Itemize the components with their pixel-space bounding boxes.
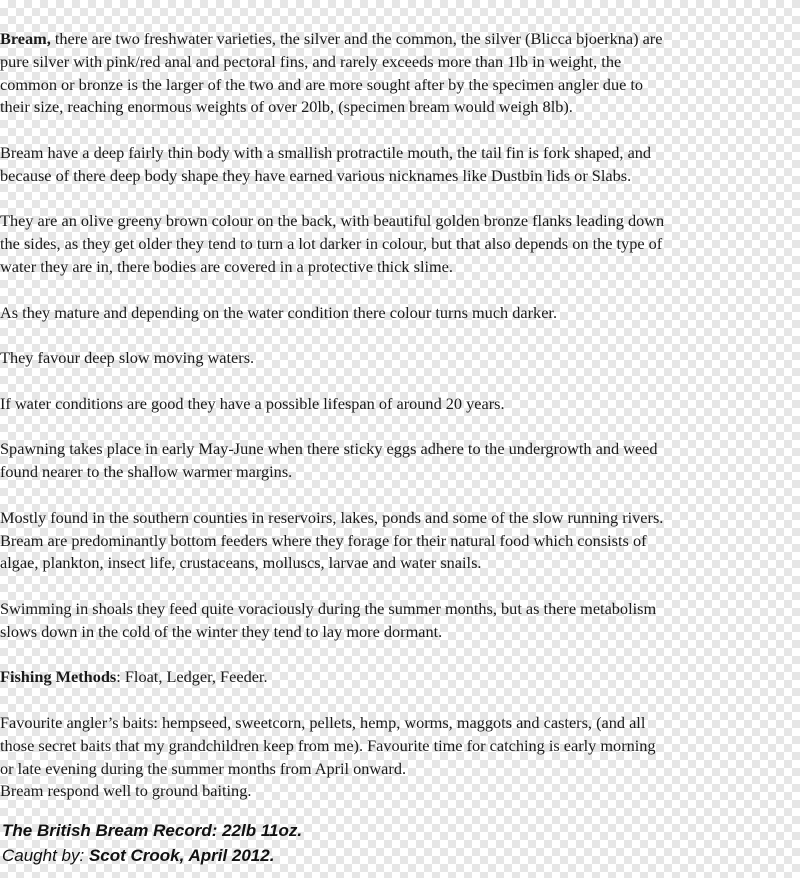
document-body bbox=[0, 28, 800, 803]
text-line: Favourite angler’s baits: hempseed, sweetcorn, pellets, hemp, worms, maggots and casters, (and all bbox=[0, 712, 646, 732]
text-line: those secret baits that my grandchildren keep from me). Favourite time for catching is early morning bbox=[0, 735, 656, 755]
text-line: because of there deep body shape they have earned various nicknames like Dustbin lids or Slabs. bbox=[0, 165, 632, 185]
text-line: As they mature and depending on the water condition there colour turns much darker. bbox=[0, 302, 558, 322]
paragraph-body-shape bbox=[0, 142, 800, 188]
fishing-methods-value: : Float, Ledger, Feeder. bbox=[116, 667, 268, 687]
text-line: or late evening during the summer months from April onward. bbox=[0, 758, 407, 778]
text-line: water they are in, there bodies are covered in a protective thick slime. bbox=[0, 256, 453, 276]
paragraph-lifespan bbox=[0, 393, 800, 416]
text-line: Swimming in shoals they feed quite voraciously during the summer months, but as there metabolism bbox=[0, 598, 657, 618]
record-caught-by: Caught by: Scot Crook, April 2012. bbox=[2, 846, 275, 865]
text-line: Bream have a deep fairly thin body with a smallish protractile mouth, the tail fin is fork shaped, and bbox=[0, 142, 652, 162]
text-line: common or bronze is the larger of the two and are more sought after by the specimen angler due to bbox=[0, 74, 644, 94]
text-line: Bream are predominantly bottom feeders where they forage for their natural food which consists of bbox=[0, 530, 647, 550]
fishing-methods-label: Fishing Methods bbox=[0, 667, 117, 687]
text-line: They favour deep slow moving waters. bbox=[0, 348, 255, 368]
paragraph-baits bbox=[0, 712, 800, 803]
term-bream: Bream, bbox=[0, 29, 51, 48]
text-line: algae, plankton, insect life, crustaceans, molluscs, larvae and water snails. bbox=[0, 553, 482, 573]
text-line: Bream respond well to ground baiting. bbox=[0, 781, 252, 801]
text-line: They are an olive greeny brown colour on the back, with beautiful golden bronze flanks leading down bbox=[0, 211, 665, 231]
text-line: If water conditions are good they have a possible lifespan of around 20 years. bbox=[0, 393, 505, 413]
paragraph-spawning bbox=[0, 438, 800, 484]
paragraph-fishing-methods bbox=[0, 666, 800, 689]
text-line: their size, reaching enormous weights of over 20lb, (specimen bream would weigh 8lb). bbox=[0, 97, 573, 117]
record-box bbox=[2, 818, 302, 868]
text-line: Mostly found in the southern counties in reservoirs, lakes, ponds and some of the slow running rivers. bbox=[0, 507, 664, 527]
paragraph-colour bbox=[0, 210, 800, 278]
paragraph-distribution bbox=[0, 507, 800, 575]
paragraph-intro: Bream, there are two freshwater varieties, the silver and the common, the silver (Blicca bjoerkna) are pure silver with pink/red anal and pectoral fins, and rarely exceeds more than 1lb in weight, the common or bronze is the larger of the two and are more sought after by the specimen angler due to their size, reaching enormous weights of over 20lb, (specimen bream would weigh 8lb). bbox=[0, 28, 800, 119]
paragraph-maturity bbox=[0, 302, 800, 325]
paragraph-habitat bbox=[0, 347, 800, 370]
text-line: pure silver with pink/red anal and pectoral fins, and rarely exceeds more than 1lb in weight, the bbox=[0, 51, 622, 71]
text-line: found nearer to the shallow warmer margins. bbox=[0, 462, 293, 482]
text-line: the sides, as they get older they tend to turn a lot darker in colour, but that also depends on the type of bbox=[0, 234, 663, 254]
text-line: Spawning takes place in early May-June when there sticky eggs adhere to the undergrowth and weed bbox=[0, 439, 658, 459]
text-line: slows down in the cold of the winter they tend to lay more dormant. bbox=[0, 621, 443, 641]
paragraph-shoals bbox=[0, 598, 800, 644]
record-holder: Scot Crook, April 2012. bbox=[88, 846, 275, 865]
record-title: The British Bream Record: 22lb 11oz. bbox=[2, 821, 303, 840]
